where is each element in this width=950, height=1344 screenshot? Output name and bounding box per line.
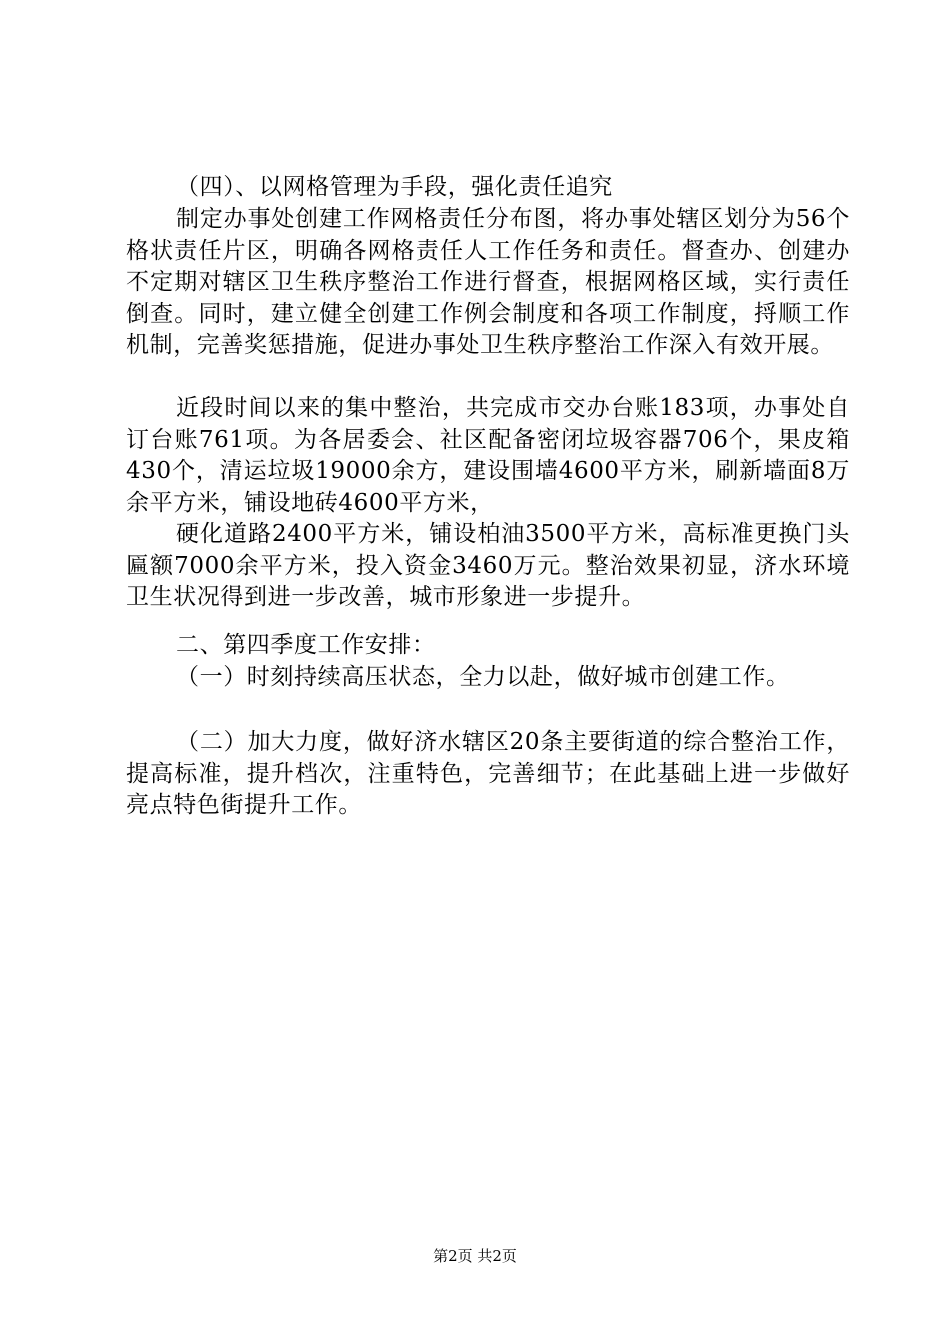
section4-heading: （四）、以网格管理为手段，强化责任追究	[176, 174, 613, 200]
part2-heading: 二、第四季度工作安排：	[176, 632, 436, 658]
paragraph-grid-management: 制定办事处创建工作网格责任分布图，将办事处辖区划分为56个格状责任片区，明确各网格责任人工作任务和责任。督查办、创建办不定期对辖区卫生秩序整治工作进行督查，根据网格区域，实行责任倒查。同时，建立健全创建工作例会制度和各项工作制度，捋顺工作机制，完善奖惩措施，促进办事处卫生秩序整治工作深入有效开展。	[126, 206, 850, 358]
paragraph-results-part2: 硬化道路2400平方米，铺设柏油3500平方米，高标准更换门头匾额7000余平方米，投入资金3460万元。整治效果初显，济水环境卫生状况得到进一步改善，城市形象进一步提升。	[126, 521, 850, 610]
work-item-2: （二）加大力度，做好济水辖区20条主要街道的综合整治工作，提高标准，提升档次，注重特色，完善细节；在此基础上进一步做好亮点特色街提升工作。	[126, 729, 850, 818]
work-item-1: （一）时刻持续高压状态，全力以赴，做好城市创建工作。	[176, 664, 790, 690]
page-number-footer: 第2页 共2页	[433, 1247, 517, 1265]
paragraph-results-part1: 近段时间以来的集中整治，共完成市交办台账183项，办事处自订台账761项。为各居委会、社区配备密闭垃圾容器706个，果皮箱430个，清运垃圾19000余方，建设围墙4600平方米，刷新墙面8万余平方米，铺设地砖4600平方米，	[126, 395, 850, 516]
